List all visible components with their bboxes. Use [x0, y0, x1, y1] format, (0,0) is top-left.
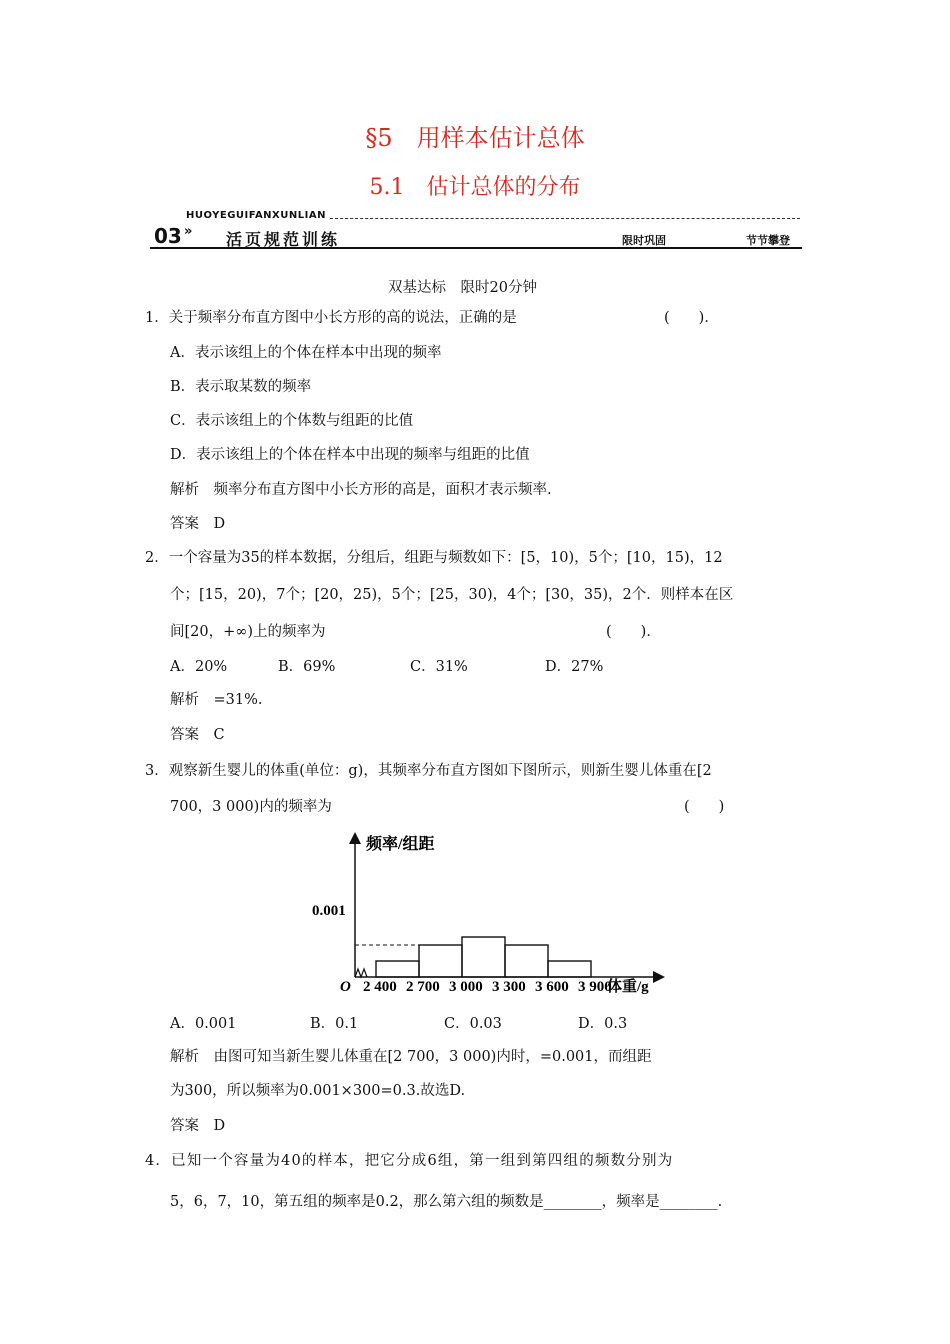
y-tick-label: 0.001 [312, 903, 346, 919]
q2-option-c: C．31% [410, 659, 468, 675]
q1-paren: ( )． [664, 310, 719, 326]
q2-line-3: 间[20，+∞)上的频率为 [170, 624, 326, 640]
banner-tag-1: 限时巩固 [622, 234, 666, 247]
histogram-bar [548, 961, 591, 977]
practice-banner [150, 208, 802, 250]
banner-tag-2: 节节攀登 [746, 234, 790, 247]
x-axis-label: 体重/g [607, 979, 649, 995]
x-tick-label: 3 300 [492, 979, 526, 995]
q2-line-2: 个；[15，20)，7个；[20，25)，5个；[25，30)，4个；[30，35)，2个．则样本在区 [170, 587, 734, 603]
q3-line-1: 3．观察新生婴儿的体重(单位：g)，其频率分布直方图如下图所示，则新生婴儿体重在[2 [145, 763, 712, 779]
banner-underline [150, 247, 802, 249]
q1-analysis: 解析 频率分布直方图中小长方形的高是，面积才表示频率. [170, 482, 552, 498]
intro-line: 双基达标 限时20分钟 [388, 280, 537, 296]
q3-analysis-1: 解析 由图可知当新生婴儿体重在[2 700，3 000)内时，=0.001，而组距 [170, 1049, 652, 1065]
q2-line-1: 2．一个容量为35的样本数据，分组后，组距与频数如下：[5，10)，5个；[10，15)，12 [145, 550, 723, 566]
banner-title: 活页规范训练 [226, 230, 341, 249]
x-tick-label: 3 600 [535, 979, 569, 995]
q2-analysis: 解析 =31%. [170, 692, 263, 708]
q1-option-d: D．表示该组上的个体在样本中出现的频率与组距的比值 [170, 447, 530, 463]
q1-option-c: C．表示该组上的个体数与组距的比值 [170, 413, 414, 429]
q3-option-b: B．0.1 [310, 1016, 359, 1032]
origin-label: O [340, 979, 351, 995]
banner-number: 03 [154, 224, 182, 248]
axis-break-icon [355, 969, 367, 977]
x-tick-label: 3 900 [578, 979, 612, 995]
histogram-bar [462, 937, 505, 977]
q4-line-2: 5，6，7，10，第五组的频率是0.2，那么第六组的频数是________，频率是________. [170, 1194, 723, 1210]
q2-option-a: A．20% [170, 659, 228, 675]
q3-analysis-2: 为300，所以频率为0.001×300=0.3.故选D. [170, 1083, 466, 1099]
q3-line-2: 700，3 000)内的频率为 [170, 799, 332, 815]
banner-dashed-line [330, 218, 800, 219]
q3-answer: 答案 D [170, 1118, 226, 1134]
q2-answer: 答案 C [170, 727, 225, 743]
histogram-bar [376, 961, 419, 977]
histogram-bar [505, 945, 548, 977]
histogram-chart [300, 825, 680, 1000]
q1-option-b: B．表示取某数的频率 [170, 379, 312, 395]
y-axis-label: 频率/组距 [366, 836, 435, 853]
q3-option-a: A．0.001 [170, 1016, 237, 1032]
banner-pinyin: HUOYEGUIFANXUNLIAN [186, 210, 326, 221]
q1-answer: 答案 D [170, 516, 226, 532]
q2-paren: ( )． [606, 624, 661, 640]
histogram-bar [419, 945, 462, 977]
x-tick-label: 2 400 [363, 979, 397, 995]
q3-paren: ( ) [684, 799, 725, 815]
q1-option-a: A．表示该组上的个体在样本中出现的频率 [170, 345, 442, 361]
section-title: §5 用样本估计总体 [365, 124, 585, 152]
q1-stem: 1．关于频率分布直方图中小长方形的高的说法，正确的是 [145, 310, 517, 326]
subsection-title: 5.1 估计总体的分布 [369, 175, 581, 200]
q2-option-d: D．27% [545, 659, 604, 675]
q2-option-b: B．69% [278, 659, 336, 675]
x-tick-label: 2 700 [406, 979, 440, 995]
banner-arrows-icon: » [184, 224, 193, 239]
q3-option-d: D．0.3 [578, 1016, 628, 1032]
q3-option-c: C．0.03 [444, 1016, 502, 1032]
q4-line-1: 4．已知一个容量为40的样本，把它分成6组，第一组到第四组的频数分别为 [145, 1153, 674, 1169]
x-tick-label: 3 000 [449, 979, 483, 995]
